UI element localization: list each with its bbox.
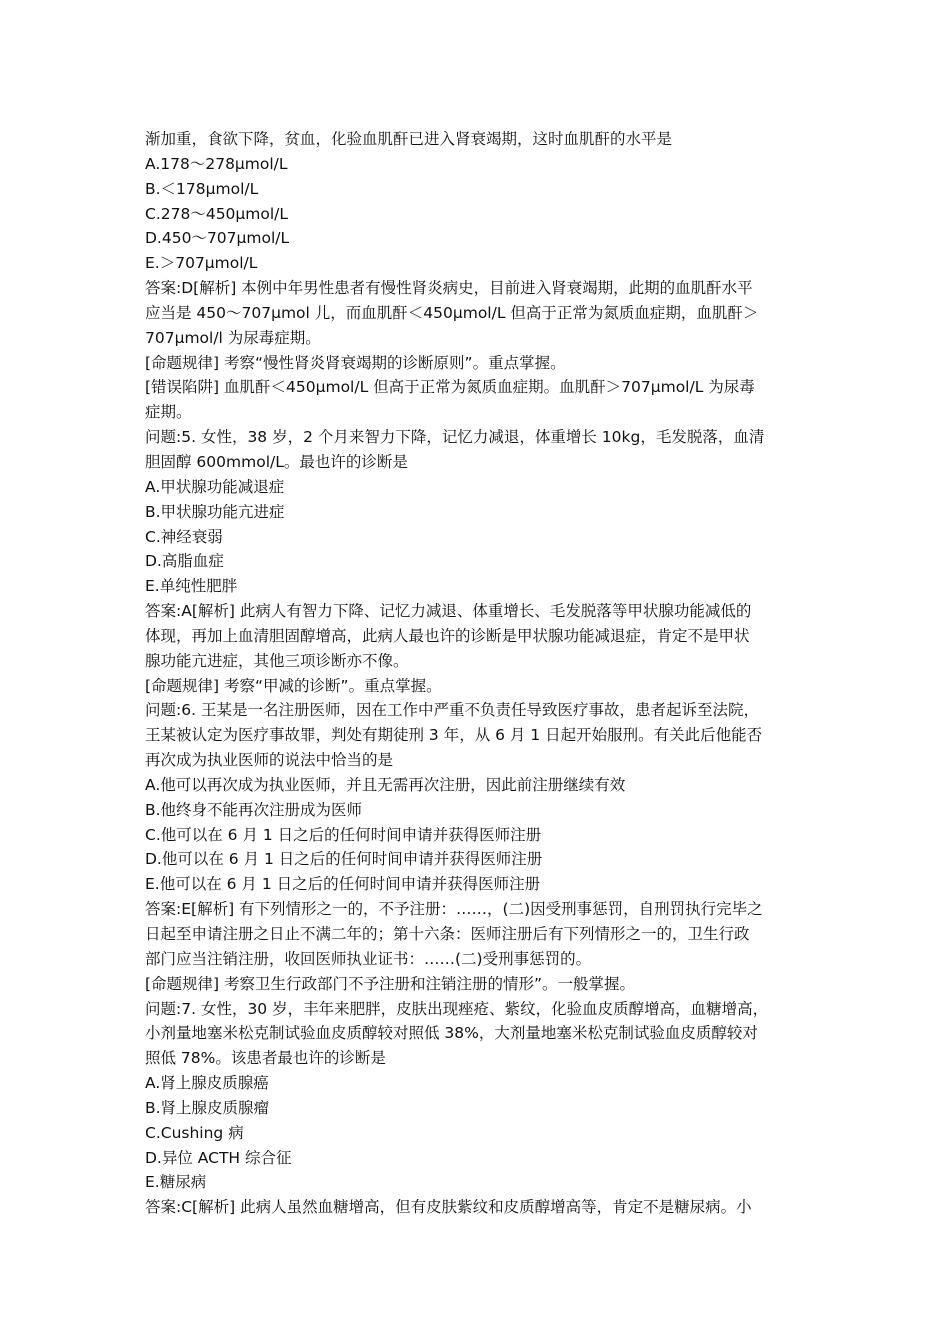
question-line: 照低 78%。该患者最也许的诊断是 bbox=[145, 1049, 386, 1068]
answer-line: 日起至申请注册之日止不满二年的；第十六条：医师注册后有下列情形之一的，卫生行政 bbox=[145, 925, 750, 943]
rule-line: [命题规律] 考察“甲减的诊断”。重点掌握。 bbox=[145, 676, 442, 695]
option-line: E.单纯性肥胖 bbox=[145, 577, 238, 596]
option-line: E.＞707μmol/L bbox=[145, 254, 258, 273]
option-line: A.178～278μmol/L bbox=[145, 154, 288, 173]
document-body bbox=[145, 127, 815, 1220]
answer-line: 答案:D[解析] 本例中年男性患者有慢性肾炎病史，目前进入肾衰竭期，此期的血肌酐水平 bbox=[145, 279, 753, 298]
question-line: 王某被认定为医疗事故罪，判处有期徒刑 3 年，从 6 月 1 日起开始服刑。有关此后他能否 bbox=[145, 726, 763, 745]
answer-line: 答案:E[解析] 有下列情形之一的，不予注册：……，(二)因受刑事惩罚，自刑罚执行完毕之 bbox=[145, 900, 763, 919]
option-line: C.Cushing 病 bbox=[145, 1123, 244, 1142]
option-line: B.他终身不能再次注册成为医师 bbox=[145, 800, 363, 819]
option-line: B.肾上腺皮质腺瘤 bbox=[145, 1098, 270, 1117]
question-line: 问题:5. 女性，38 岁，2 个月来智力下降，记忆力减退，体重增长 10kg，毛发脱落，血清 bbox=[145, 428, 765, 447]
option-line: E.糖尿病 bbox=[145, 1173, 207, 1192]
question-line: 再次成为执业医师的说法中恰当的是 bbox=[145, 751, 394, 770]
trap-line: [错误陷阱] 血肌酐＜450μmol/L 但高于正常为氮质血症期。血肌酐＞707μmol/L 为尿毒 bbox=[145, 378, 755, 397]
answer-line: 答案:A[解析] 此病人有智力下降、记忆力减退、体重增长、毛发脱落等甲状腺功能减低的 bbox=[145, 602, 752, 621]
text-line: 渐加重，食欲下降，贫血，化验血肌酐已进入肾衰竭期，这时血肌酐的水平是 bbox=[145, 130, 673, 148]
option-line: C.他可以在 6 月 1 日之后的任何时间申请并获得医师注册 bbox=[145, 825, 542, 844]
option-line: E.他可以在 6 月 1 日之后的任何时间申请并获得医师注册 bbox=[145, 875, 541, 894]
option-line: D.450～707μmol/L bbox=[145, 229, 290, 248]
answer-line: 答案:C[解析] 此病人虽然血糖增高，但有皮肤紫纹和皮质醇增高等，肯定不是糖尿病。小 bbox=[145, 1198, 752, 1217]
answer-line: 应当是 450～707μmol 儿，而血肌酐＜450μmol/L 但高于正常为氮质血症期，血肌酐＞ bbox=[145, 303, 759, 322]
option-line: D.高脂血症 bbox=[145, 552, 224, 571]
trap-line: 症期。 bbox=[145, 403, 192, 422]
option-line: D.异位 ACTH 综合征 bbox=[145, 1148, 292, 1167]
question-line: 小剂量地塞米松克制试验血皮质醇较对照低 38%，大剂量地塞米松克制试验血皮质醇较对 bbox=[145, 1024, 758, 1043]
rule-line: [命题规律] 考察卫生行政部门不予注册和注销注册的情形”。一般掌握。 bbox=[145, 974, 636, 993]
option-line: A.肾上腺皮质腺癌 bbox=[145, 1074, 269, 1093]
answer-line: 部门应当注销注册，收回医师执业证书：……(二)受刑事惩罚的。 bbox=[145, 949, 592, 968]
question-line: 问题:7. 女性，30 岁，丰年来肥胖，皮肤出现痤疮、紫纹，化验血皮质醇增高，血糖增高， bbox=[145, 999, 769, 1018]
option-line: C.278～450μmol/L bbox=[145, 204, 289, 223]
option-line: D.他可以在 6 月 1 日之后的任何时间申请并获得医师注册 bbox=[145, 850, 543, 869]
option-line: C.神经衰弱 bbox=[145, 527, 223, 546]
question-line: 胆固醇 600mmol/L。最也许的诊断是 bbox=[145, 452, 408, 471]
option-line: B.甲状腺功能亢进症 bbox=[145, 502, 285, 521]
answer-line: 腺功能亢进症，其他三项诊断亦不像。 bbox=[145, 651, 409, 670]
answer-line: 707μmol/l 为尿毒症期。 bbox=[145, 328, 321, 347]
option-line: A.甲状腺功能减退症 bbox=[145, 477, 285, 496]
option-line: B.＜178μmol/L bbox=[145, 179, 259, 198]
option-line: A.他可以再次成为执业医师，并且无需再次注册，因此前注册继续有效 bbox=[145, 775, 626, 794]
answer-line: 体现，再加上血清胆固醇增高，此病人最也许的诊断是甲状腺功能减退症，肯定不是甲状 bbox=[145, 626, 750, 645]
rule-line: [命题规律] 考察“慢性肾炎肾衰竭期的诊断原则”。重点掌握。 bbox=[145, 353, 566, 372]
question-line: 问题:6. 王某是一名注册医师，因在工作中严重不负责任导致医疗事故，患者起诉至法院， bbox=[145, 701, 759, 720]
